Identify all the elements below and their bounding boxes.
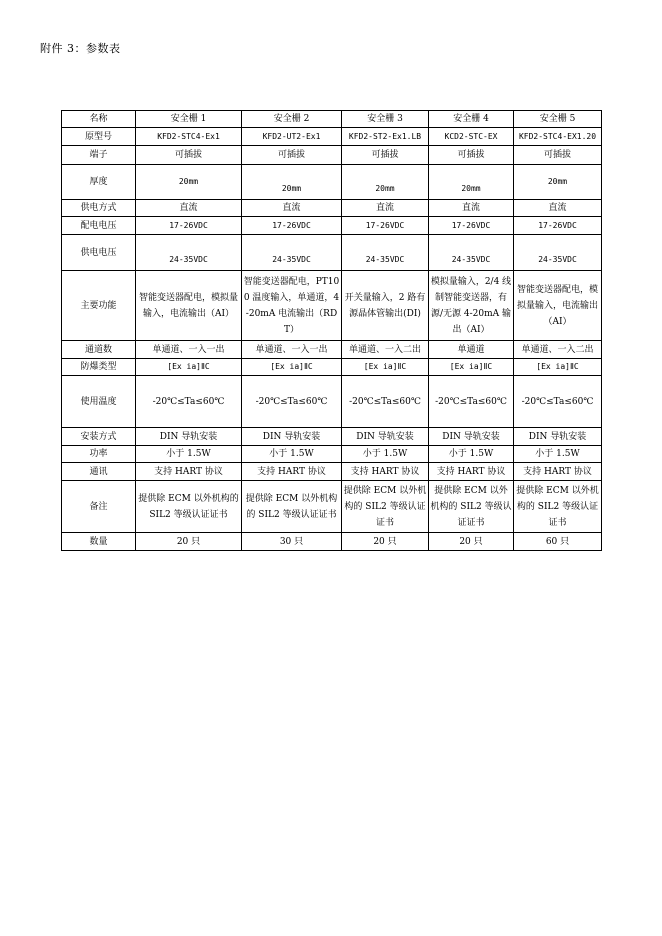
row-label: 主要功能 <box>62 271 136 341</box>
cell-explosion: [Ex ia]ⅡC <box>514 359 602 376</box>
row-explosion <box>62 359 602 376</box>
cell-power: 小于 1.5W <box>242 446 342 463</box>
cell-model: KFD2-STC4-Ex1 <box>136 128 242 146</box>
row-label: 配电电压 <box>62 217 136 235</box>
row-label: 使用温度 <box>62 376 136 428</box>
row-terminal <box>62 146 602 165</box>
row-label: 厚度 <box>62 165 136 200</box>
cell-supply-voltage: 24-35VDC <box>242 235 342 271</box>
cell-name: 安全栅 3 <box>342 111 429 128</box>
row-power-mode <box>62 200 602 217</box>
cell-explosion: [Ex ia]ⅡC <box>136 359 242 376</box>
cell-channels: 单通道、一入一出 <box>136 341 242 359</box>
cell-remark: 提供除 ECM 以外机构的 SIL2 等级认证证书 <box>242 481 342 533</box>
cell-mounting: DIN 导轨安装 <box>136 428 242 446</box>
row-label: 通讯 <box>62 463 136 481</box>
cell-mounting: DIN 导轨安装 <box>514 428 602 446</box>
cell-function: 智能变送器配电，PT100 温度输入，单通道，4-20mA 电流输出（RDT） <box>242 271 342 341</box>
row-label: 端子 <box>62 146 136 165</box>
cell-power: 小于 1.5W <box>136 446 242 463</box>
cell-terminal: 可插拔 <box>514 146 602 165</box>
cell-power: 小于 1.5W <box>342 446 429 463</box>
cell-mounting: DIN 导轨安装 <box>242 428 342 446</box>
cell-remark: 提供除 ECM 以外机构的 SIL2 等级认证证书 <box>514 481 602 533</box>
cell-temperature: -20℃≤Ta≤60℃ <box>136 376 242 428</box>
document-title: 附件 3：参数表 <box>40 42 121 55</box>
cell-channels: 单通道 <box>429 341 514 359</box>
row-label: 名称 <box>62 111 136 128</box>
cell-temperature: -20℃≤Ta≤60℃ <box>429 376 514 428</box>
row-temperature <box>62 376 602 428</box>
cell-model: KFD2-STC4-EX1.20 <box>514 128 602 146</box>
cell-quantity: 20 只 <box>342 533 429 551</box>
row-label: 安装方式 <box>62 428 136 446</box>
cell-thickness: 20mm <box>429 165 514 200</box>
cell-mounting: DIN 导轨安装 <box>429 428 514 446</box>
cell-terminal: 可插拔 <box>342 146 429 165</box>
cell-remark: 提供除 ECM 以外机构的 SIL2 等级认证证书 <box>429 481 514 533</box>
cell-comm: 支持 HART 协议 <box>342 463 429 481</box>
cell-terminal: 可插拔 <box>429 146 514 165</box>
row-label: 供电电压 <box>62 235 136 271</box>
cell-remark: 提供除 ECM 以外机构的 SIL2 等级认证证书 <box>342 481 429 533</box>
row-power <box>62 446 602 463</box>
cell-explosion: [Ex ia]ⅡC <box>342 359 429 376</box>
cell-function: 模拟量输入，2/4 线制智能变送器，有源/无源 4-20mA 输出（AI） <box>429 271 514 341</box>
row-channels <box>62 341 602 359</box>
row-label: 备注 <box>62 481 136 533</box>
cell-comm: 支持 HART 协议 <box>136 463 242 481</box>
cell-quantity: 20 只 <box>429 533 514 551</box>
cell-temperature: -20℃≤Ta≤60℃ <box>514 376 602 428</box>
row-label: 数量 <box>62 533 136 551</box>
cell-supply-voltage: 24-35VDC <box>342 235 429 271</box>
cell-quantity: 20 只 <box>136 533 242 551</box>
cell-model: KCD2-STC-EX <box>429 128 514 146</box>
cell-power: 小于 1.5W <box>514 446 602 463</box>
cell-thickness: 20mm <box>242 165 342 200</box>
cell-terminal: 可插拔 <box>242 146 342 165</box>
cell-channels: 单通道、一入二出 <box>514 341 602 359</box>
cell-quantity: 30 只 <box>242 533 342 551</box>
row-label: 功率 <box>62 446 136 463</box>
row-label: 供电方式 <box>62 200 136 217</box>
row-thickness <box>62 165 602 200</box>
cell-temperature: -20℃≤Ta≤60℃ <box>342 376 429 428</box>
cell-explosion: [Ex ia]ⅡC <box>429 359 514 376</box>
cell-comm: 支持 HART 协议 <box>429 463 514 481</box>
cell-name: 安全栅 4 <box>429 111 514 128</box>
cell-name: 安全栅 5 <box>514 111 602 128</box>
cell-remark: 提供除 ECM 以外机构的 SIL2 等级认证证书 <box>136 481 242 533</box>
cell-supply-voltage: 24-35VDC <box>136 235 242 271</box>
cell-comm: 支持 HART 协议 <box>514 463 602 481</box>
cell-dist-voltage: 17-26VDC <box>429 217 514 235</box>
cell-thickness: 20mm <box>514 165 602 200</box>
row-supply-voltage <box>62 235 602 271</box>
cell-power-mode: 直流 <box>136 200 242 217</box>
row-comm <box>62 463 602 481</box>
cell-function: 智能变送器配电，模拟量输入，电流输出（AI） <box>136 271 242 341</box>
cell-quantity: 60 只 <box>514 533 602 551</box>
cell-thickness: 20mm <box>136 165 242 200</box>
row-mounting <box>62 428 602 446</box>
row-remark <box>62 481 602 533</box>
cell-supply-voltage: 24-35VDC <box>514 235 602 271</box>
cell-comm: 支持 HART 协议 <box>242 463 342 481</box>
cell-power-mode: 直流 <box>342 200 429 217</box>
row-label: 通道数 <box>62 341 136 359</box>
cell-dist-voltage: 17-26VDC <box>136 217 242 235</box>
cell-power: 小于 1.5W <box>429 446 514 463</box>
cell-explosion: [Ex ia]ⅡC <box>242 359 342 376</box>
cell-function: 智能变送器配电，模拟量输入，电流输出（AI） <box>514 271 602 341</box>
cell-channels: 单通道、一入二出 <box>342 341 429 359</box>
cell-power-mode: 直流 <box>514 200 602 217</box>
cell-mounting: DIN 导轨安装 <box>342 428 429 446</box>
cell-model: KFD2-UT2-Ex1 <box>242 128 342 146</box>
cell-power-mode: 直流 <box>429 200 514 217</box>
row-label: 原型号 <box>62 128 136 146</box>
cell-dist-voltage: 17-26VDC <box>242 217 342 235</box>
cell-power-mode: 直流 <box>242 200 342 217</box>
cell-channels: 单通道、一入一出 <box>242 341 342 359</box>
row-label: 防爆类型 <box>62 359 136 376</box>
cell-dist-voltage: 17-26VDC <box>342 217 429 235</box>
cell-name: 安全栅 2 <box>242 111 342 128</box>
cell-name: 安全栅 1 <box>136 111 242 128</box>
cell-supply-voltage: 24-35VDC <box>429 235 514 271</box>
row-quantity <box>62 533 602 551</box>
row-name <box>62 111 602 128</box>
cell-terminal: 可插拔 <box>136 146 242 165</box>
row-function <box>62 271 602 341</box>
cell-thickness: 20mm <box>342 165 429 200</box>
parameter-table <box>61 110 602 551</box>
cell-model: KFD2-ST2-Ex1.LB <box>342 128 429 146</box>
cell-temperature: -20℃≤Ta≤60℃ <box>242 376 342 428</box>
row-dist-voltage <box>62 217 602 235</box>
cell-dist-voltage: 17-26VDC <box>514 217 602 235</box>
cell-function: 开关量输入，2 路有源晶体管输出(DI) <box>342 271 429 341</box>
row-model <box>62 128 602 146</box>
